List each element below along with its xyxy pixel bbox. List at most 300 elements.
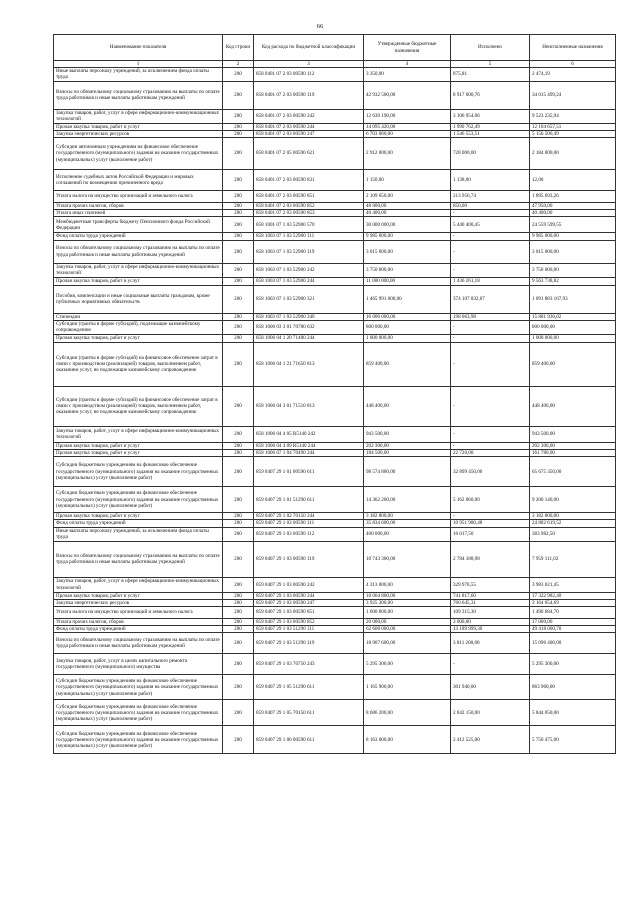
line-code: 200 xyxy=(223,675,254,700)
executed-amount: - xyxy=(451,342,530,386)
line-code: 200 xyxy=(223,68,254,81)
table-row xyxy=(54,619,616,626)
unexecuted-amount: 2 474,19 xyxy=(530,68,616,81)
unexecuted-amount: 383 982,50 xyxy=(530,527,616,541)
indicator-name: Закупка товаров, работ, услуг в сфере информационно-коммуникационных технологий xyxy=(54,263,223,277)
unexecuted-amount: 15 096 400,00 xyxy=(530,633,616,654)
unexecuted-amount: 1 490 684,70 xyxy=(530,607,616,619)
header-row xyxy=(54,35,616,61)
expense-code: 858 0401 07 2 03 00590 247 xyxy=(254,130,364,137)
unexecuted-amount: 863 960,00 xyxy=(530,675,616,700)
approved-amount: 11 000 000,00 xyxy=(364,277,451,285)
table-row xyxy=(54,541,616,577)
indicator-name: Уплата прочих налогов, сборов xyxy=(54,203,223,210)
line-code: 200 xyxy=(223,123,254,130)
executed-amount: 3 811 200,00 xyxy=(451,633,530,654)
executed-amount: 1 546 553,51 xyxy=(451,130,530,137)
expense-code: 858 1006 07 1 04 70490 244 xyxy=(254,450,364,457)
table-row xyxy=(54,487,616,513)
executed-amount: - xyxy=(451,233,530,240)
line-code: 200 xyxy=(223,191,254,203)
table-row xyxy=(54,277,616,285)
table-row xyxy=(54,170,616,191)
indicator-name: Закупка товаров, работ, услуг в сфере информационно-коммуникационных технологий xyxy=(54,577,223,592)
approved-amount: 3 350,00 xyxy=(364,68,451,81)
unexecuted-amount: 47 950,00 xyxy=(530,203,616,210)
line-code: 200 xyxy=(223,450,254,457)
line-code: 200 xyxy=(223,457,254,487)
table-row xyxy=(54,577,616,592)
expense-code: 858 0401 07 2 03 00590 119 xyxy=(254,81,364,109)
line-code: 200 xyxy=(223,170,254,191)
executed-amount: 213 956,74 xyxy=(451,191,530,203)
unexecuted-amount: 17 322 982,40 xyxy=(530,592,616,599)
approved-amount: 6 703 060,00 xyxy=(364,130,451,137)
unexecuted-amount: 15 801 936,02 xyxy=(530,313,616,320)
header-line-code: Код строки xyxy=(223,35,254,61)
approved-amount: 2 109 650,00 xyxy=(364,191,451,203)
approved-amount: 3 750 000,00 xyxy=(364,263,451,277)
expense-code: 859 0407 29 1 06 00590 611 xyxy=(254,726,364,754)
indicator-name: Межбюджетные трансферты бюджету Пенсионного фонда Российской Федерации xyxy=(54,217,223,233)
approved-amount: 3 925 300,00 xyxy=(364,599,451,606)
unexecuted-amount: 9 200 140,00 xyxy=(530,487,616,513)
expense-code: 859 0407 29 1 03 00590 851 xyxy=(254,607,364,619)
indicator-name: Фонд оплаты труда учреждений xyxy=(54,520,223,527)
indicator-name: Закупка энергетических ресурсов xyxy=(54,599,223,606)
approved-amount: 400 000,00 xyxy=(364,527,451,541)
expense-code: 858 1003 07 1 03 52900 119 xyxy=(254,240,364,263)
header-unexecuted: Неисполненные назначения xyxy=(530,35,616,61)
executed-amount: 16 017,50 xyxy=(451,527,530,541)
unexecuted-amount: 1 091 883 167,93 xyxy=(530,285,616,313)
indicator-name: Прочая закупка товаров, работ и услуг xyxy=(54,334,223,342)
indicator-name: Прочая закупка товаров, работ и услуг xyxy=(54,592,223,599)
approved-amount: 98 574 800,00 xyxy=(364,457,451,487)
unexecuted-amount: 5 295 300,00 xyxy=(530,654,616,675)
indicator-name: Прочая закупка товаров, работ и услуг xyxy=(54,277,223,285)
executed-amount: 8 917 000,76 xyxy=(451,81,530,109)
executed-amount: 728 000,00 xyxy=(451,138,530,170)
table-row xyxy=(54,191,616,203)
table-row xyxy=(54,592,616,599)
line-code: 200 xyxy=(223,130,254,137)
approved-amount: 14 362 200,00 xyxy=(364,487,451,513)
line-code: 200 xyxy=(223,633,254,654)
executed-amount: - xyxy=(451,442,530,449)
expense-code: 859 0407 29 1 03 00590 244 xyxy=(254,592,364,599)
approved-amount: 18 907 600,00 xyxy=(364,633,451,654)
expense-code: 858 1003 07 1 03 52900 242 xyxy=(254,263,364,277)
expense-code: 858 1001 07 1 03 52900 570 xyxy=(254,217,364,233)
expense-code: 858 1003 07 1 03 52900 111 xyxy=(254,233,364,240)
expense-code: 858 0401 07 2 03 00590 853 xyxy=(254,210,364,217)
indicator-name: Субсидии (гранты в форме субсидий) на финансовое обеспечение затрат в связи с производством (реализацией) товаров, выполнением работ, оказанием услуг, не подлежащие казначейскому сопровождению xyxy=(54,386,223,426)
unexecuted-amount: 34 015 499,24 xyxy=(530,81,616,109)
approved-amount: 2 912 000,00 xyxy=(364,138,451,170)
executed-amount: 741 817,60 xyxy=(451,592,530,599)
unexecuted-amount: 12 104 657,51 xyxy=(530,123,616,130)
indicator-name: Уплата прочих налогов, сборов xyxy=(54,619,223,626)
line-code: 200 xyxy=(223,487,254,513)
approved-amount: 62 608 000,00 xyxy=(364,626,451,633)
expense-code: 858 1006 04 4 05 R5140 242 xyxy=(254,426,364,442)
line-code: 200 xyxy=(223,442,254,449)
indicator-name: Взносы по обязательному социальному страхованию на выплаты по оплате труда работников и иные выплаты работникам учреждений xyxy=(54,633,223,654)
executed-amount: 2 784 188,98 xyxy=(451,541,530,577)
line-code: 200 xyxy=(223,109,254,123)
unexecuted-amount: 9 523 235,94 xyxy=(530,109,616,123)
line-code: 200 xyxy=(223,726,254,754)
unexecuted-amount: 448 400,00 xyxy=(530,386,616,426)
indicator-name: Субсидии (гранты в форме субсидий) на финансовое обеспечение затрат в связи с производством (реализацией) товаров, выполнением работ, оказанием услуг, не подлежащие казначейскому сопровождению xyxy=(54,342,223,386)
table-row xyxy=(54,520,616,527)
approved-amount: 1 465 991 000,00 xyxy=(364,285,451,313)
executed-amount: 13 189 999,30 xyxy=(451,626,530,633)
unexecuted-amount: 7 959 111,02 xyxy=(530,541,616,577)
unexecuted-amount: 3 750 000,00 xyxy=(530,263,616,277)
col-num-5: 5 xyxy=(451,61,530,68)
col-num-3: 3 xyxy=(254,61,364,68)
executed-amount: - xyxy=(451,334,530,342)
header-approved: Утвержденные бюджетные назначения xyxy=(364,35,451,61)
line-code: 200 xyxy=(223,541,254,577)
table-row xyxy=(54,527,616,541)
unexecuted-amount: 5 750 475,00 xyxy=(530,726,616,754)
expense-code: 859 0407 29 1 03 00590 852 xyxy=(254,619,364,626)
table-row xyxy=(54,263,616,277)
indicator-name: Закупка товаров, работ, услуг в сфере информационно-коммуникационных технологий xyxy=(54,426,223,442)
expense-code: 859 0407 29 1 01 00590 611 xyxy=(254,457,364,487)
indicator-name: Уплата иных платежей xyxy=(54,210,223,217)
table-row xyxy=(54,386,616,426)
table-row xyxy=(54,626,616,633)
executed-amount: - xyxy=(451,513,530,520)
line-code: 200 xyxy=(223,138,254,170)
unexecuted-amount: 5 156 506,49 xyxy=(530,130,616,137)
expense-code: 859 0407 29 1 03 51290 119 xyxy=(254,633,364,654)
approved-amount: 8 163 000,00 xyxy=(364,726,451,754)
table-row xyxy=(54,233,616,240)
unexecuted-amount: 859 400,00 xyxy=(530,342,616,386)
line-code: 200 xyxy=(223,203,254,210)
indicator-name: Иные выплаты персоналу учреждений, за исключением фонда оплаты труда xyxy=(54,68,223,81)
approved-amount: 943 500,00 xyxy=(364,426,451,442)
unexecuted-amount: 24 882 619,52 xyxy=(530,520,616,527)
executed-amount: 301 940,00 xyxy=(451,675,530,700)
approved-amount: 20 000,00 xyxy=(364,619,451,626)
approved-amount: 1 000 000,00 xyxy=(364,334,451,342)
executed-amount: 760 645,31 xyxy=(451,599,530,606)
table-body xyxy=(54,68,616,754)
unexecuted-amount: 943 500,00 xyxy=(530,426,616,442)
executed-amount: 2 842 150,00 xyxy=(451,700,530,726)
unexecuted-amount: 12,00 xyxy=(530,170,616,191)
header-executed: Исполнено xyxy=(451,35,530,61)
indicator-name: Субсидии бюджетным учреждениям на финансовое обеспечение государственного (муниципального) задания на оказание государственных (муниципальных) услуг (выполнение работ) xyxy=(54,487,223,513)
executed-amount: 374 107 832,07 xyxy=(451,285,530,313)
indicator-name: Закупка товаров, работ, услуг в целях капитального ремонта государственного (муниципального) имущества xyxy=(54,654,223,675)
table-row xyxy=(54,240,616,263)
expense-code: 858 0401 07 2 03 00590 244 xyxy=(254,123,364,130)
executed-amount: - xyxy=(451,263,530,277)
indicator-name: Взносы по обязательному социальному страхованию на выплаты по оплате труда работников и иные выплаты работникам учреждений xyxy=(54,81,223,109)
approved-amount: 184 500,00 xyxy=(364,450,451,457)
table-row xyxy=(54,285,616,313)
unexecuted-amount: 24 559 599,55 xyxy=(530,217,616,233)
indicator-name: Взносы по обязательному социальному страхованию на выплаты по оплате труда работников и иные выплаты работникам учреждений xyxy=(54,240,223,263)
indicator-name: Субсидии бюджетным учреждениям на финансовое обеспечение государственного (муниципального) задания на оказание государственных (муниципальных) услуг (выполнение работ) xyxy=(54,457,223,487)
indicator-name: Субсидии (гранты в форме субсидий), подлежащие казначейскому сопровождению xyxy=(54,320,223,334)
line-code: 200 xyxy=(223,320,254,334)
approved-amount: 18 064 800,00 xyxy=(364,592,451,599)
approved-amount: 16 000 000,00 xyxy=(364,313,451,320)
line-code: 200 xyxy=(223,592,254,599)
executed-amount: 875,81 xyxy=(451,68,530,81)
approved-amount: 48 800,00 xyxy=(364,203,451,210)
line-code: 200 xyxy=(223,342,254,386)
executed-amount: 198 063,98 xyxy=(451,313,530,320)
unexecuted-amount: 1 000 000,00 xyxy=(530,334,616,342)
unexecuted-amount: 1 895 693,26 xyxy=(530,191,616,203)
table-row xyxy=(54,130,616,137)
table-row xyxy=(54,123,616,130)
line-code: 200 xyxy=(223,277,254,285)
approved-amount: 5 295 300,00 xyxy=(364,654,451,675)
unexecuted-amount: 9 985 000,00 xyxy=(530,233,616,240)
col-num-1: 1 xyxy=(54,61,223,68)
executed-amount: 22 720,00 xyxy=(451,450,530,457)
indicator-name: Субсидии автономным учреждениям на финансовое обеспечение государственного (муниципального) задания на оказание государственных (муниципальных) услуг (выполнение работ) xyxy=(54,138,223,170)
unexecuted-amount: 3 182 800,00 xyxy=(530,513,616,520)
table-row xyxy=(54,633,616,654)
unexecuted-amount: 3 983 021,45 xyxy=(530,577,616,592)
unexecuted-amount: 800 000,00 xyxy=(530,320,616,334)
table-row xyxy=(54,426,616,442)
executed-amount: 3 106 954,06 xyxy=(451,109,530,123)
indicator-name: Исполнение судебных актов Российской Федерации и мировых соглашений по возмещению причиненного вреда xyxy=(54,170,223,191)
line-code: 200 xyxy=(223,81,254,109)
approved-amount: 8 686 200,00 xyxy=(364,700,451,726)
expense-code: 858 1003 07 1 03 52900 321 xyxy=(254,285,364,313)
approved-amount: 14 095 420,00 xyxy=(364,123,451,130)
unexecuted-amount: 9 563 738,82 xyxy=(530,277,616,285)
executed-amount: 10 951 980,48 xyxy=(451,520,530,527)
line-code: 200 xyxy=(223,607,254,619)
executed-amount: 1 138,00 xyxy=(451,170,530,191)
expense-code: 858 1006 04 3 01 71510 813 xyxy=(254,386,364,426)
line-code: 200 xyxy=(223,285,254,313)
table-row xyxy=(54,675,616,700)
table-row xyxy=(54,334,616,342)
indicator-name: Закупка товаров, работ, услуг в сфере информационно-коммуникационных технологий xyxy=(54,109,223,123)
line-code: 200 xyxy=(223,654,254,675)
expense-code: 859 0407 29 1 05 70150 611 xyxy=(254,700,364,726)
approved-amount: 202 300,00 xyxy=(364,442,451,449)
page-number: 66 xyxy=(316,23,324,30)
line-code: 200 xyxy=(223,217,254,233)
table-row xyxy=(54,68,616,81)
table-row xyxy=(54,217,616,233)
line-code: 200 xyxy=(223,513,254,520)
table-row xyxy=(54,457,616,487)
indicator-name: Фонд оплаты труда учреждений xyxy=(54,626,223,633)
unexecuted-amount: 202 300,00 xyxy=(530,442,616,449)
unexecuted-amount: 40 400,00 xyxy=(530,210,616,217)
unexecuted-amount: 161 780,00 xyxy=(530,450,616,457)
indicator-name: Взносы по обязательному социальному страхованию на выплаты по оплате труда работников и иные выплаты работникам учреждений xyxy=(54,541,223,577)
approved-amount: 1 600 000,00 xyxy=(364,607,451,619)
line-code: 200 xyxy=(223,210,254,217)
table-row xyxy=(54,607,616,619)
line-code: 200 xyxy=(223,313,254,320)
expense-code: 859 0407 29 1 03 00590 119 xyxy=(254,541,364,577)
line-code: 200 xyxy=(223,577,254,592)
approved-amount: 1 165 900,00 xyxy=(364,675,451,700)
table-row xyxy=(54,599,616,606)
table-row xyxy=(54,320,616,334)
approved-amount: 800 000,00 xyxy=(364,320,451,334)
executed-amount: - xyxy=(451,320,530,334)
expense-code: 859 0407 29 1 03 51290 111 xyxy=(254,626,364,633)
indicator-name: Прочая закупка товаров, работ и услуг xyxy=(54,450,223,457)
expense-code: 859 0407 29 1 05 51290 611 xyxy=(254,675,364,700)
indicator-name: Закупка энергетических ресурсов xyxy=(54,130,223,137)
line-code: 200 xyxy=(223,426,254,442)
expense-code: 859 0407 29 1 01 51290 611 xyxy=(254,487,364,513)
col-num-6: 6 xyxy=(530,61,616,68)
indicator-name: Субсидии бюджетным учреждениям на финансовое обеспечение государственного (муниципального) задания на оказание государственных (муниципальных) услуг (выполнение работ) xyxy=(54,726,223,754)
approved-amount: 30 000 000,00 xyxy=(364,217,451,233)
expense-code: 858 0401 07 2 03 00590 112 xyxy=(254,68,364,81)
approved-amount: 1 150,00 xyxy=(364,170,451,191)
expense-code: 858 1006 04 1 20 71480 244 xyxy=(254,334,364,342)
indicator-name: Уплата налога на имущество организаций и земельного налога xyxy=(54,191,223,203)
indicator-name: Прочая закупка товаров, работ и услуг xyxy=(54,123,223,130)
expense-code: 858 0401 07 2 03 00590 851 xyxy=(254,191,364,203)
line-code: 200 xyxy=(223,386,254,426)
indicator-name: Прочая закупка товаров, работ и услуг xyxy=(54,513,223,520)
executed-amount: - xyxy=(451,426,530,442)
expense-code: 858 1006 04 4 09 R5140 244 xyxy=(254,442,364,449)
approved-amount: 10 743 300,00 xyxy=(364,541,451,577)
indicator-name: Прочая закупка товаров, работ и услуг xyxy=(54,442,223,449)
executed-amount: - xyxy=(451,210,530,217)
unexecuted-amount: 5 844 050,00 xyxy=(530,700,616,726)
table-row xyxy=(54,109,616,123)
expense-code: 859 0407 29 1 03 00590 242 xyxy=(254,577,364,592)
unexecuted-amount: 2 184 000,00 xyxy=(530,138,616,170)
line-code: 200 xyxy=(223,240,254,263)
table-row xyxy=(54,513,616,520)
approved-amount: 12 630 190,00 xyxy=(364,109,451,123)
unexecuted-amount: 17 000,00 xyxy=(530,619,616,626)
executed-amount: 1 990 762,49 xyxy=(451,123,530,130)
approved-amount: 40 400,00 xyxy=(364,210,451,217)
executed-amount: 1 436 261,18 xyxy=(451,277,530,285)
approved-amount: 9 985 000,00 xyxy=(364,233,451,240)
header-indicator-name: Наименование показателя xyxy=(54,35,223,61)
indicator-name: Пособия, компенсации и иные социальные выплаты гражданам, кроме публичных нормативных обязательств xyxy=(54,285,223,313)
executed-amount: 850,00 xyxy=(451,203,530,210)
executed-amount: - xyxy=(451,240,530,263)
executed-amount: 5 440 400,45 xyxy=(451,217,530,233)
indicator-name: Субсидии бюджетным учреждениям на финансовое обеспечение государственного (муниципального) задания на оказание государственных (муниципальных) услуг (выполнение работ) xyxy=(54,675,223,700)
approved-amount: 42 932 500,00 xyxy=(364,81,451,109)
line-code: 200 xyxy=(223,626,254,633)
table-row xyxy=(54,342,616,386)
line-code: 200 xyxy=(223,700,254,726)
approved-amount: 35 834 600,00 xyxy=(364,520,451,527)
unexecuted-amount: 3 164 654,69 xyxy=(530,599,616,606)
expense-code: 859 0407 29 1 03 00590 247 xyxy=(254,599,364,606)
line-code: 200 xyxy=(223,520,254,527)
executed-amount: 329 978,55 xyxy=(451,577,530,592)
table-row xyxy=(54,313,616,320)
indicator-name: Уплата налога на имущество организаций и земельного налога xyxy=(54,607,223,619)
expense-code: 858 1003 07 1 03 52900 340 xyxy=(254,313,364,320)
expense-code: 859 0407 29 1 02 70150 244 xyxy=(254,513,364,520)
executed-amount: 2 412 525,00 xyxy=(451,726,530,754)
table-row xyxy=(54,450,616,457)
line-code: 200 xyxy=(223,233,254,240)
table-row xyxy=(54,210,616,217)
executed-amount: - xyxy=(451,654,530,675)
approved-amount: 448 400,00 xyxy=(364,386,451,426)
indicator-name: Субсидии бюджетным учреждениям на финансовое обеспечение государственного (муниципального) задания на оказание государственных (муниципальных) услуг (выполнение работ) xyxy=(54,700,223,726)
line-code: 200 xyxy=(223,619,254,626)
approved-amount: 3 015 000,00 xyxy=(364,240,451,263)
approved-amount: 4 313 000,00 xyxy=(364,577,451,592)
approved-amount: 859 400,00 xyxy=(364,342,451,386)
expense-code: 858 1003 07 1 03 52900 244 xyxy=(254,277,364,285)
line-code: 200 xyxy=(223,263,254,277)
header-expense-code: Код расхода по бюджетной классификации xyxy=(254,35,364,61)
indicator-name: Фонд оплаты труда учреждений xyxy=(54,233,223,240)
expense-code: 859 0407 29 1 03 00590 111 xyxy=(254,520,364,527)
executed-amount: 5 162 060,00 xyxy=(451,487,530,513)
table-row xyxy=(54,700,616,726)
line-code: 200 xyxy=(223,599,254,606)
unexecuted-amount: 3 015 000,00 xyxy=(530,240,616,263)
expense-code: 859 0407 29 1 03 00590 112 xyxy=(254,527,364,541)
col-num-4: 4 xyxy=(364,61,451,68)
line-code: 200 xyxy=(223,334,254,342)
executed-amount: 32 899 450,00 xyxy=(451,457,530,487)
expense-code: 858 0401 07 2 03 00590 831 xyxy=(254,170,364,191)
expense-code: 858 1006 04 1 21 71650 813 xyxy=(254,342,364,386)
table-row xyxy=(54,726,616,754)
table-row xyxy=(54,654,616,675)
column-number-row xyxy=(54,61,616,68)
expense-code: 858 0401 07 2 05 00590 621 xyxy=(254,138,364,170)
unexecuted-amount: 49 418 000,70 xyxy=(530,626,616,633)
table-row xyxy=(54,138,616,170)
executed-amount: 3 000,00 xyxy=(451,619,530,626)
table-row xyxy=(54,442,616,449)
unexecuted-amount: 65 675 350,00 xyxy=(530,457,616,487)
executed-amount: - xyxy=(451,386,530,426)
expense-code: 859 0407 29 1 03 70750 243 xyxy=(254,654,364,675)
executed-amount: 109 315,30 xyxy=(451,607,530,619)
table-row xyxy=(54,203,616,210)
indicator-name: Иные выплаты персоналу учреждений, за исключением фонда оплаты труда xyxy=(54,527,223,541)
expense-code: 858 0401 07 2 03 00590 242 xyxy=(254,109,364,123)
indicator-name: Стипендии xyxy=(54,313,223,320)
budget-execution-table xyxy=(53,34,616,754)
table-row xyxy=(54,81,616,109)
col-num-2: 2 xyxy=(223,61,254,68)
